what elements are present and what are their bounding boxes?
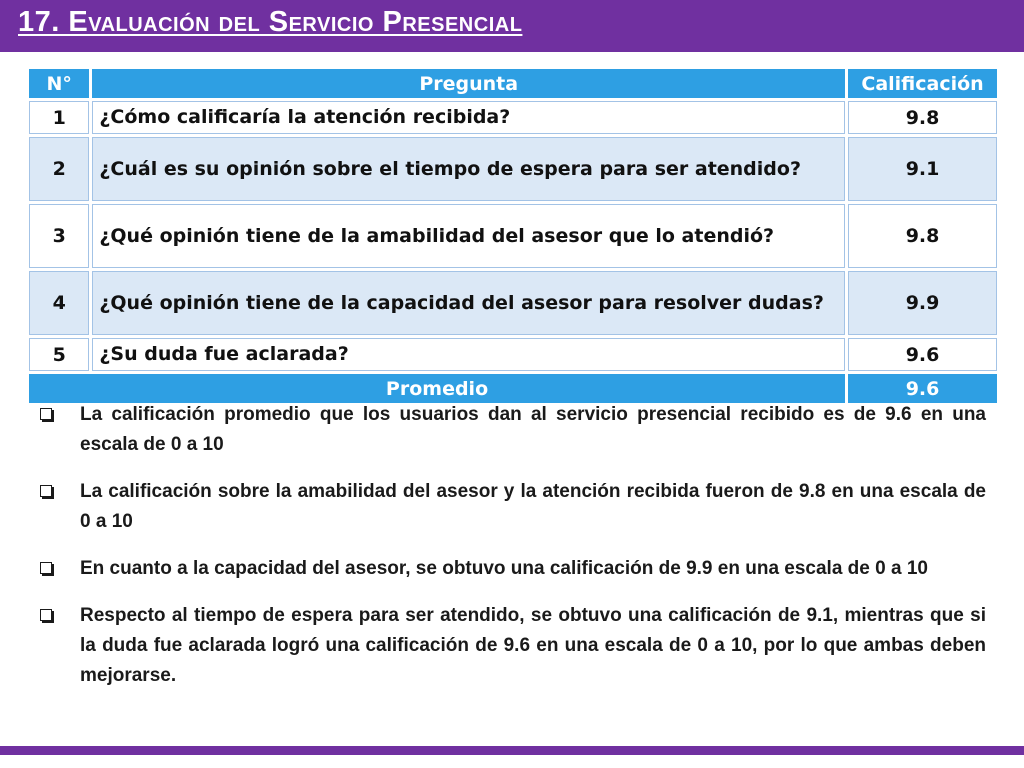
row-score: 9.6	[848, 338, 997, 371]
bullet-text: La calificación sobre la amabilidad del asesor y la atención recibida fueron de 9.8 en una escala de 0 a 10	[80, 481, 986, 532]
table-row	[29, 204, 997, 268]
list-item	[40, 554, 986, 584]
header-score: Calificación	[848, 69, 997, 98]
bullet-text: Respecto al tiempo de espera para ser atendido, se obtuvo una calificación de 9.1, mientras que si la duda fue aclarada logró una calificación de 9.6 en una escala de 0 a 10, por lo que ambas deben mejorarse.	[80, 605, 986, 686]
row-number: 4	[29, 271, 89, 335]
list-item	[40, 400, 986, 460]
checkbox-bullet-icon	[40, 408, 52, 420]
row-number: 1	[29, 101, 89, 134]
row-score: 9.9	[848, 271, 997, 335]
title-bar	[0, 0, 1024, 52]
table-footer-row	[29, 374, 997, 403]
table-row	[29, 137, 997, 201]
table-row	[29, 271, 997, 335]
list-item	[40, 477, 986, 537]
row-number: 2	[29, 137, 89, 201]
row-score: 9.8	[848, 204, 997, 268]
evaluation-table-container	[26, 66, 1000, 406]
table-row	[29, 101, 997, 134]
row-number: 3	[29, 204, 89, 268]
checkbox-bullet-icon	[40, 562, 52, 574]
table-header-row	[29, 69, 997, 98]
bottom-accent-bar	[0, 746, 1024, 755]
checkbox-bullet-icon	[40, 609, 52, 621]
bullet-text: La calificación promedio que los usuarios dan al servicio presencial recibido es de 9.6 en una escala de 0 a 10	[80, 404, 986, 455]
row-question: ¿Cómo calificaría la atención recibida?	[92, 101, 845, 134]
table-row	[29, 338, 997, 371]
bullet-text: En cuanto a la capacidad del asesor, se obtuvo una calificación de 9.9 en una escala de 0 a 10	[80, 558, 928, 579]
list-item	[40, 601, 986, 691]
row-question: ¿Qué opinión tiene de la capacidad del asesor para resolver dudas?	[92, 271, 845, 335]
row-score: 9.8	[848, 101, 997, 134]
findings-list	[40, 400, 986, 708]
header-question: Pregunta	[92, 69, 845, 98]
slide-title: 17. Evaluación del Servicio Presencial	[18, 6, 523, 38]
header-number: N°	[29, 69, 89, 98]
row-question: ¿Cuál es su opinión sobre el tiempo de espera para ser atendido?	[92, 137, 845, 201]
row-number: 5	[29, 338, 89, 371]
average-label: Promedio	[29, 374, 845, 403]
average-score: 9.6	[848, 374, 997, 403]
checkbox-bullet-icon	[40, 485, 52, 497]
row-question: ¿Qué opinión tiene de la amabilidad del asesor que lo atendió?	[92, 204, 845, 268]
row-question: ¿Su duda fue aclarada?	[92, 338, 845, 371]
evaluation-table	[26, 66, 1000, 406]
row-score: 9.1	[848, 137, 997, 201]
